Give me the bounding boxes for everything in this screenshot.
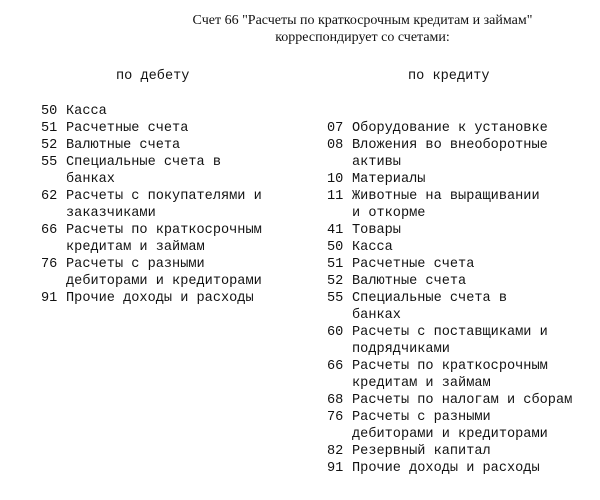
account-code: 50: [41, 104, 58, 119]
debit-account-row: [41, 120, 296, 137]
account-name: Валютные счета: [66, 138, 181, 153]
account-code: 91: [41, 291, 58, 306]
credit-account-row: [327, 188, 582, 222]
credit-account-row: [327, 256, 582, 273]
account-code: 08: [327, 138, 344, 153]
account-name: Валютные счета: [352, 274, 467, 289]
account-name: Материалы: [352, 172, 426, 187]
account-code: 60: [327, 325, 344, 340]
account-code: 66: [327, 359, 344, 374]
account-code: 50: [327, 240, 344, 255]
debit-account-row: [41, 256, 296, 290]
account-name: Прочие доходы и расходы: [66, 291, 254, 306]
account-name: Расчеты по краткосрочным кредитам и займам: [66, 223, 262, 255]
account-name: Расчеты по краткосрочным кредитам и займам: [352, 359, 548, 391]
account-code: 62: [41, 189, 58, 204]
account-name: Расчеты с разными дебиторами и кредиторами: [352, 410, 548, 442]
credit-account-row: [327, 358, 582, 392]
account-code: 66: [41, 223, 58, 238]
credit-account-row: [327, 273, 582, 290]
account-code: 82: [327, 444, 344, 459]
account-code: 91: [327, 461, 344, 476]
credit-account-row: [327, 171, 582, 188]
title-line-1: Счет 66 "Расчеты по краткосрочным кредитам и займам": [192, 13, 533, 28]
account-name: Касса: [352, 240, 393, 255]
debit-account-row: [41, 188, 296, 222]
debit-account-row: [41, 290, 296, 307]
account-code: 76: [327, 410, 344, 425]
credit-account-row: [327, 137, 582, 171]
account-name: Расчеты с разными дебиторами и кредиторами: [66, 257, 262, 289]
credit-account-row: [327, 239, 582, 256]
debit-accounts-list: [41, 103, 296, 307]
account-code: 10: [327, 172, 344, 187]
credit-account-row: [327, 409, 582, 443]
account-name: Оборудование к установке: [352, 121, 548, 136]
account-name: Расчетные счета: [66, 121, 189, 136]
credit-account-row: [327, 392, 582, 409]
credit-accounts-list: [327, 120, 582, 477]
credit-account-row: [327, 443, 582, 460]
account-name: Прочие доходы и расходы: [352, 461, 540, 476]
account-name: Расчетные счета: [352, 257, 475, 272]
debit-account-row: [41, 103, 296, 120]
account-code: 76: [41, 257, 58, 272]
account-code: 68: [327, 393, 344, 408]
account-code: 52: [41, 138, 58, 153]
document-title: [0, 12, 600, 46]
account-name: Животные на выращивании и откорме: [352, 189, 540, 221]
title-line-2: корреспондирует со счетами:: [275, 30, 450, 45]
credit-account-row: [327, 290, 582, 324]
debit-account-row: [41, 222, 296, 256]
credit-account-row: [327, 120, 582, 137]
credit-account-row: [327, 222, 582, 239]
account-name: Касса: [66, 104, 107, 119]
account-name: Расчеты по налогам и сборам: [352, 393, 573, 408]
debit-column-header: по дебету: [116, 69, 190, 84]
account-code: 52: [327, 274, 344, 289]
debit-account-row: [41, 154, 296, 188]
account-name: Специальные счета в банках: [352, 291, 507, 323]
account-name: Товары: [352, 223, 401, 238]
account-name: Резервный капитал: [352, 444, 491, 459]
credit-account-row: [327, 324, 582, 358]
account-code: 07: [327, 121, 344, 136]
account-code: 55: [41, 155, 58, 170]
account-code: 55: [327, 291, 344, 306]
credit-account-row: [327, 460, 582, 477]
account-name: Вложения во внеоборотные активы: [352, 138, 548, 170]
debit-account-row: [41, 137, 296, 154]
credit-column-header: по кредиту: [408, 69, 490, 84]
account-name: Специальные счета в банках: [66, 155, 221, 187]
account-code: 51: [41, 121, 58, 136]
account-code: 41: [327, 223, 344, 238]
account-code: 51: [327, 257, 344, 272]
account-code: 11: [327, 189, 344, 204]
account-name: Расчеты с покупателями и заказчиками: [66, 189, 262, 221]
account-name: Расчеты с поставщиками и подрядчиками: [352, 325, 548, 357]
